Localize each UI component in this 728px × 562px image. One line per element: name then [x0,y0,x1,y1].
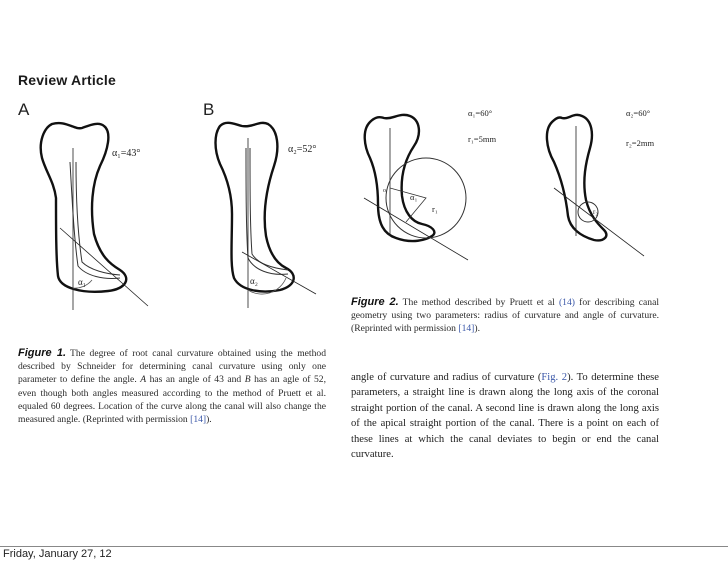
figure1-caption-ref-link[interactable]: [14] [190,414,207,426]
body-paragraph [351,370,659,461]
figure2-caption-text: for describing canal geometry using two parameters: radius of curvature and angle of curvature. (Reprinted with permission [351,297,659,335]
figure2-left-drawing [356,108,496,288]
figure2-caption-ref-link[interactable]: [14] [458,323,475,335]
figure2-left-vertex-label: α₁ [410,192,418,202]
figure1-caption-italic-b: B [244,374,251,386]
figure2-left-r-label: r₁ [432,204,438,214]
figure2-caption-text: The method described by Pruett et al [402,297,559,308]
figure2-left-angle-label: α₁=60° [468,108,493,118]
body-fig-ref-link[interactable]: Fig. 2 [541,372,568,383]
figure2-caption-label: Figure 2. [351,296,399,308]
figure1-caption-text: ). [206,414,212,426]
figure1-caption-italic-a: A [140,374,147,386]
figure1-caption [18,347,326,426]
figure2-caption [351,296,659,336]
figure2-right-radius-label: r₂=2mm [626,138,655,148]
figure2-right-r-label: r₂ [593,208,598,216]
figure1-caption-text: The degree of root canal curvature obtained using the method described by Schneider for determining canal curvature using only one parameter to define the angle. [18,348,326,386]
figure1-caption-text: has an angle of 43 and [146,374,245,386]
figure1-caption-label: Figure 1. [18,347,67,359]
figure1-panel-b-vertex-label: α₂ [250,276,258,286]
figure1-panel-b-drawing [212,118,362,313]
figure1-panel-a-drawing [30,118,190,313]
footer-date: Friday, January 27, 12 [3,548,112,560]
figure1-panel-a-angle-label: α₁=43° [112,148,141,159]
section-header: Review Article [18,72,116,88]
figure1-panel-b-letter: B [203,100,215,119]
figure2-left-radius-label: r₁=5mm [468,134,497,144]
figure1-panel-b-angle-label: α₂=52° [288,144,317,155]
figure2-right-angle-label: α₂=60° [626,108,651,118]
figure2-caption-text: ). [474,323,480,335]
figure2-left-o-label: o [383,188,386,194]
figure1-panel-a-vertex-label: α₁ [78,277,86,287]
figure2-right-drawing [540,108,680,288]
figure1-panel-a-letter: A [18,100,30,119]
figure1-caption-text: has an agle of 52, even though both angles measured according to the method of Pruett et al. equaled 60 degrees. Location of the curve along the canal will also change the measured angle. (Reprinted with permission [18,374,326,426]
figure2-caption-ref-link[interactable]: (14) [558,297,575,308]
body-text: angle of curvature and radius of curvature ( [351,372,542,383]
body-text: ). To determine these parameters, a straight line is drawn along the long axis of the coronal straight portion of the canal. A second line is drawn along the long axis of the apical straight portion of the canal. There is a point on each of these lines at which the canal deviates to begin or end the canal curvature. [351,372,659,461]
